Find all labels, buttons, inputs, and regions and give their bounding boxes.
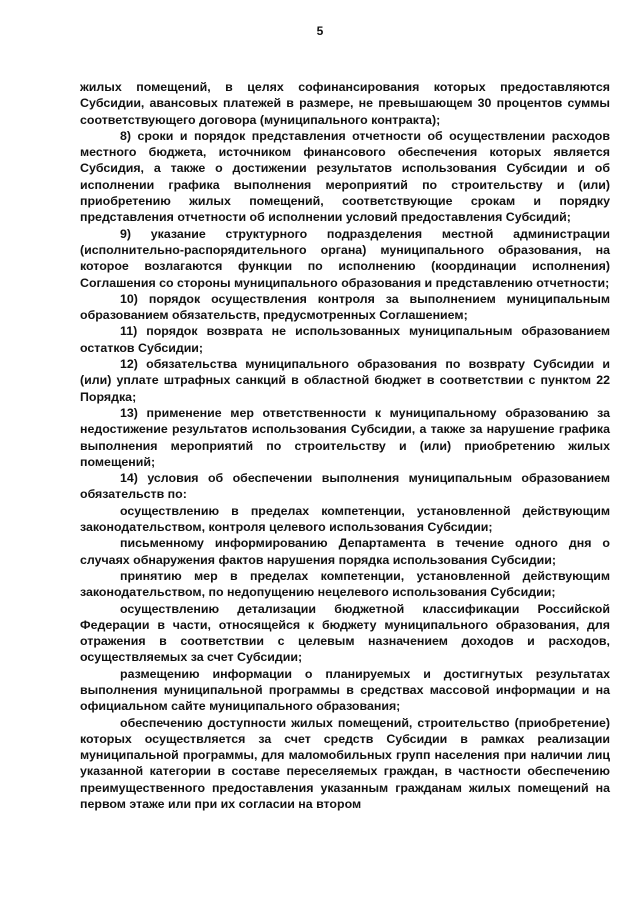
paragraph-item-14: 14) условия об обеспечении выполнения муниципальным образованием обязательств по: [80,471,610,502]
paragraph-subitem: осуществлению в пределах компетенции, установленной действующим законодательством, контроля целевого использования Субсидии; [80,503,610,535]
paragraph-subitem: письменному информированию Департамента в течение одного дня о случаях обнаружения фактов нарушения порядка использования Субсидии; [80,536,610,567]
paragraph-item-12: 12) обязательства муниципального образования по возврату Субсидии и (или) уплате штрафных санкций в областной бюджет в соответствии с пунктом 22 Порядка; [80,357,610,404]
paragraph-item-10: 10) порядок осуществления контроля за выполнением муниципальным образованием обязательств, предусмотренных Соглашением; [80,291,610,323]
paragraph-item-8: 8) сроки и порядок представления отчетности об осуществлении расходов местного бюджета, источником финансового обеспечения которых является Субсидия, а также о достижении результатов использования Субсидии и об исполнении графика выполнения мероприятий по строительству и (или) приобретению жилых помещений, соответствующие срокам и порядку представления отчетности об исполнении условий предоставления Субсидий; [80,128,610,225]
paragraph-item-11: 11) порядок возврата не использованных муниципальным образованием остатков Субсидии; [80,324,610,355]
paragraph-item-9: 9) указание структурного подразделения местной администрации (исполнительно-распорядительного органа) муниципального образования, на которое возлагаются функции по исполнению (координации исполнения) Соглашения со стороны муниципального образования и представлению отчетности; [80,226,610,290]
paragraph-item-13: 13) применение мер ответственности к муниципальному образованию за недостижение результатов использования Субсидии, а также за нарушение графика выполнения мероприятий по строительству и (или) приобретению жилых помещений; [80,405,610,469]
paragraph-subitem: осуществлению детализации бюджетной классификации Российской Федерации в части, относящейся к бюджету муниципального образования, для отражения в соответствии с целевым назначением доходов и расходов, осуществляемых за счет Субсидии; [80,601,610,665]
document-body [80,79,610,812]
page-number: 5 [316,24,324,38]
paragraph-subitem: обеспечению доступности жилых помещений, строительство (приобретение) которых осуществляется за счет средств Субсидии в рамках реализации муниципальной программы, для маломобильных групп населения при наличии лиц указанной категории в составе переселяемых граждан, в частности обеспечению преимущественного предоставления указанным гражданам жилых помещений на первом этаже или при их согласии на втором [80,715,610,812]
paragraph-continuation: жилых помещений, в целях софинансирования которых предоставляются Субсидии, авансовых платежей в размере, не превышающем 30 процентов суммы соответствующего договора (муниципального контракта); [80,80,610,127]
paragraph-subitem: размещению информации о планируемых и достигнутых результатах выполнения муниципальной программы в средствах массовой информации и на официальном сайте муниципального образования; [80,666,610,714]
paragraph-subitem: принятию мер в пределах компетенции, установленной действующим законодательством, по недопущению нецелевого использования Субсидии; [80,568,610,600]
